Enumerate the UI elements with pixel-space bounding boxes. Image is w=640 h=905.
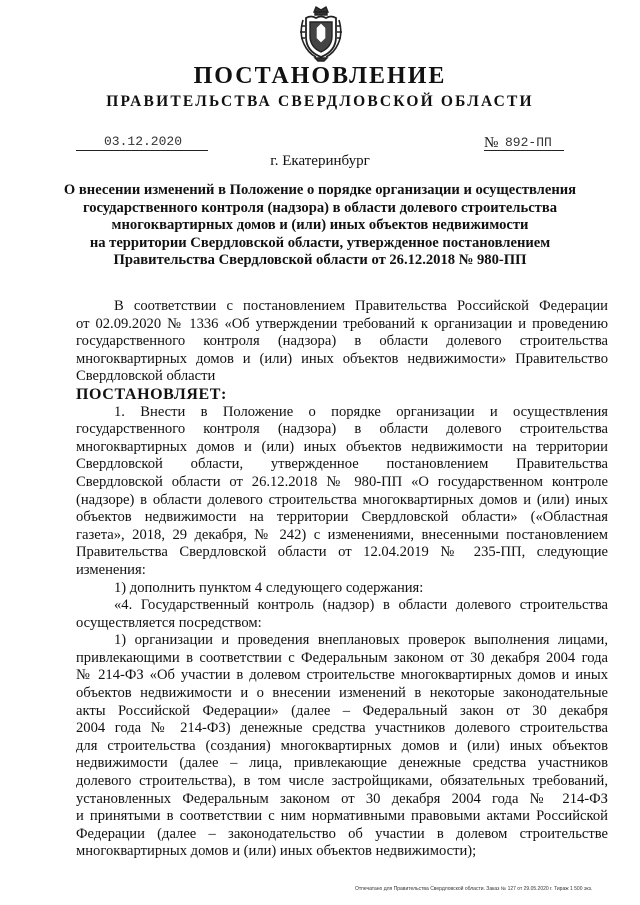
body-line: «4. Государственный контроль (надзор) в области долевого строительства <box>114 597 608 614</box>
body-line: осуществляется посредством: <box>76 614 262 631</box>
body-line: от 02.09.2020 № 1336 «Об утверждении требований к организации и проведению <box>76 315 608 332</box>
body-line: 1) дополнить пунктом 4 следующего содержания: <box>114 579 424 596</box>
number-underline <box>484 150 564 151</box>
heading-line: многоквартирных домов и (или) иных объектов недвижимости <box>111 217 529 233</box>
print-imprint: Отпечатано для Правительства Свердловской области. Заказ № 127 от 29.05.2020 г. Тираж 1 500 экз. <box>355 886 593 892</box>
heading-line: государственного контроля (надзора) в области долевого строительства <box>82 199 558 216</box>
body-line: В соответствии с постановлением Правительства Российской Федерации <box>114 298 608 314</box>
heading-line: Правительства Свердловской области от 26.12.2018 № 980-ПП <box>113 252 527 268</box>
body-line: Свердловской области <box>76 368 216 385</box>
body-line: государственного контроля (надзора) в области долевого строительства <box>76 333 608 350</box>
body-line: объектов недвижимости и о внесении изменений в некоторые законодательные <box>76 685 608 702</box>
date-underline <box>76 150 208 151</box>
body-line: многоквартирных домов и (или) иных объектов недвижимости» Правительство <box>76 350 608 367</box>
body-line: объектов недвижимости на территории Свердловской области» («Областная <box>76 509 608 526</box>
body-line: Свердловской области от 26.12.2018 № 980-ПП «О государственном контроле <box>76 473 608 490</box>
document-number: 892-ПП <box>505 135 552 150</box>
body-line: долевого строительства), в том числе застройщиками, обязательных требований, <box>76 773 608 790</box>
body-line: Правительства Свердловской области от 12.04.2019 № 235-ПП, следующие <box>76 544 608 561</box>
body-line: (надзоре) в области долевого строительства многоквартирных домов и (или) иных <box>76 491 608 508</box>
document-date: 03.12.2020 <box>104 134 183 149</box>
body-line: для строительства (создания) многоквартирных домов и (или) иных объектов <box>76 737 608 754</box>
document-body <box>76 298 608 861</box>
document-number-prefix: № <box>484 135 499 151</box>
body-line: многоквартирных домов и (или) иных объектов недвижимости); <box>76 843 477 860</box>
city: г. Екатеринбург <box>270 153 370 169</box>
body-line: 1. Внести в Положение о порядке организации и осуществления <box>114 403 608 420</box>
resolution-keyword: ПОСТАНОВЛЯЕТ: <box>76 385 227 403</box>
body-line: № 214-ФЗ «Об участии в долевом строительстве многоквартирных домов и иных <box>76 667 608 684</box>
body-line: 1) организации и проведения внеплановых проверок выполнения лицами, <box>114 632 608 649</box>
body-line: газета», 2018, 29 декабря, № 242) с изменениями, внесенными постановлением <box>76 526 608 543</box>
body-line: установленных Федеральным законом от 30 декабря 2004 года № 214-ФЗ <box>76 790 608 807</box>
body-line: привлекающими в соответствии с Федеральным законом от 30 декабря 2004 года <box>76 649 608 666</box>
body-line: 2004 года № 214-ФЗ) денежные средства участников долевого строительства <box>76 720 608 737</box>
body-line: и принятыми в соответствии с ним нормативными правовыми актами Российской <box>76 808 608 825</box>
body-line: многоквартирных домов и (или) иных объектов недвижимости на территории <box>76 438 608 455</box>
body-line: изменения: <box>76 561 146 578</box>
heading-line: О внесении изменений в Положение о порядке организации и осуществления <box>63 182 577 198</box>
issuing-authority: ПРАВИТЕЛЬСТВА СВЕРДЛОВСКОЙ ОБЛАСТИ <box>106 93 534 110</box>
coat-of-arms-emblem <box>297 4 345 62</box>
body-line: Федерации (далее – законодательство об участии в долевом строительстве <box>76 825 608 842</box>
body-line: недвижимости (далее – лица, привлекающие денежные средства участников <box>76 755 608 772</box>
body-line: Свердловской области, утвержденное постановлением Правительства <box>76 456 608 473</box>
body-line: акты Российской Федерации» (далее – Федеральный закон от 30 декабря <box>76 702 608 719</box>
body-line: государственного контроля (надзора) в области долевого строительства <box>76 421 608 438</box>
document-title: ПОСТАНОВЛЕНИЕ <box>193 63 447 89</box>
heading-line: на территории Свердловской области, утвержденное постановлением <box>89 234 551 251</box>
document-heading <box>60 182 580 270</box>
